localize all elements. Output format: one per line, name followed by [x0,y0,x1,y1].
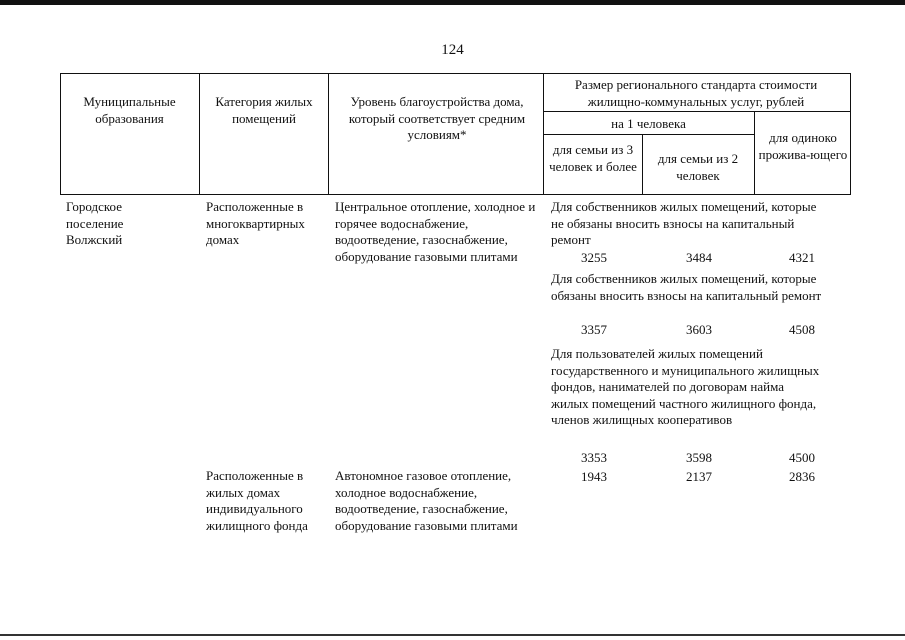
group1-family2-value: 3484 [686,250,712,265]
row2-single-value: 2836 [789,469,815,484]
header-single: для одиноко прожива-ющего [758,130,848,162]
header-level: Уровень благоустройства дома, который соответствует средним условиям* [348,94,526,142]
group2-label: Для собственников жилых помещений, которые обязаны вносить взносы на капитальный ремонт [551,271,822,303]
group3-family2-value: 3598 [686,450,712,465]
group2-family3-value: 3357 [581,322,607,337]
group2-single-value: 4508 [789,322,815,337]
row2-category: Расположенные в жилых домах индивидуального жилищного фонда [206,468,308,533]
group3-label: Для пользователей жилых помещений государственного и муниципального жилищных фондов, нанимателей по договорам найма жилых помещений частного жилищного фонда, членов жилищных кооперативов [551,346,820,427]
table-top-border [60,73,851,74]
top-rule [0,0,905,5]
group1-single-value: 4321 [789,250,815,265]
header-category: Категория жилых помещений [215,94,313,126]
bottom-rule [0,634,905,636]
col-divider-4 [642,134,643,195]
row1-level: Центральное отопление, холодное и горячее водоснабжение, водоотведение, газоснабжение, оборудование газовыми плитами [335,199,536,264]
group2-values [551,321,839,338]
group3-single-value: 4500 [789,450,815,465]
group3-family3-value: 3353 [581,450,607,465]
header-municipality: Муниципальные образования [83,94,176,126]
row1-category: Расположенные в многоквартирных домах [206,199,305,247]
group3-values [551,449,839,466]
group2-family2-value: 3603 [686,322,712,337]
municipality-name: Городское поселение Волжский [66,199,124,247]
header-standard-size: Размер регионального стандарта стоимости жилищно-коммунальных услуг, рублей [574,77,818,109]
header-bottom-border [60,194,851,195]
group1-values [551,249,839,266]
header-family-2: для семьи из 2 человек [657,151,739,183]
col-divider-1 [199,73,200,195]
row2-values [551,468,839,485]
table-left-border [60,73,61,195]
row2-level: Автономное газовое отопление, холодное водоснабжение, водоотведение, газоснабжение, оборудование газовыми плитами [335,468,518,533]
header-per-person: на 1 человека [611,116,686,131]
col-divider-5 [754,111,755,195]
group1-family3-value: 3255 [581,250,607,265]
group1-label: Для собственников жилых помещений, которые не обязаны вносить взносы на капитальный ремонт [551,199,817,247]
col-divider-3 [543,73,544,195]
per-person-split-line [543,134,754,135]
col-divider-2 [328,73,329,195]
row2-family2-value: 2137 [686,469,712,484]
header-split-line [543,111,851,112]
row2-family3-value: 1943 [581,469,607,484]
page-number: 124 [441,42,464,58]
header-family-3: для семьи из 3 человек и более [549,142,637,174]
table-right-border [850,73,851,195]
